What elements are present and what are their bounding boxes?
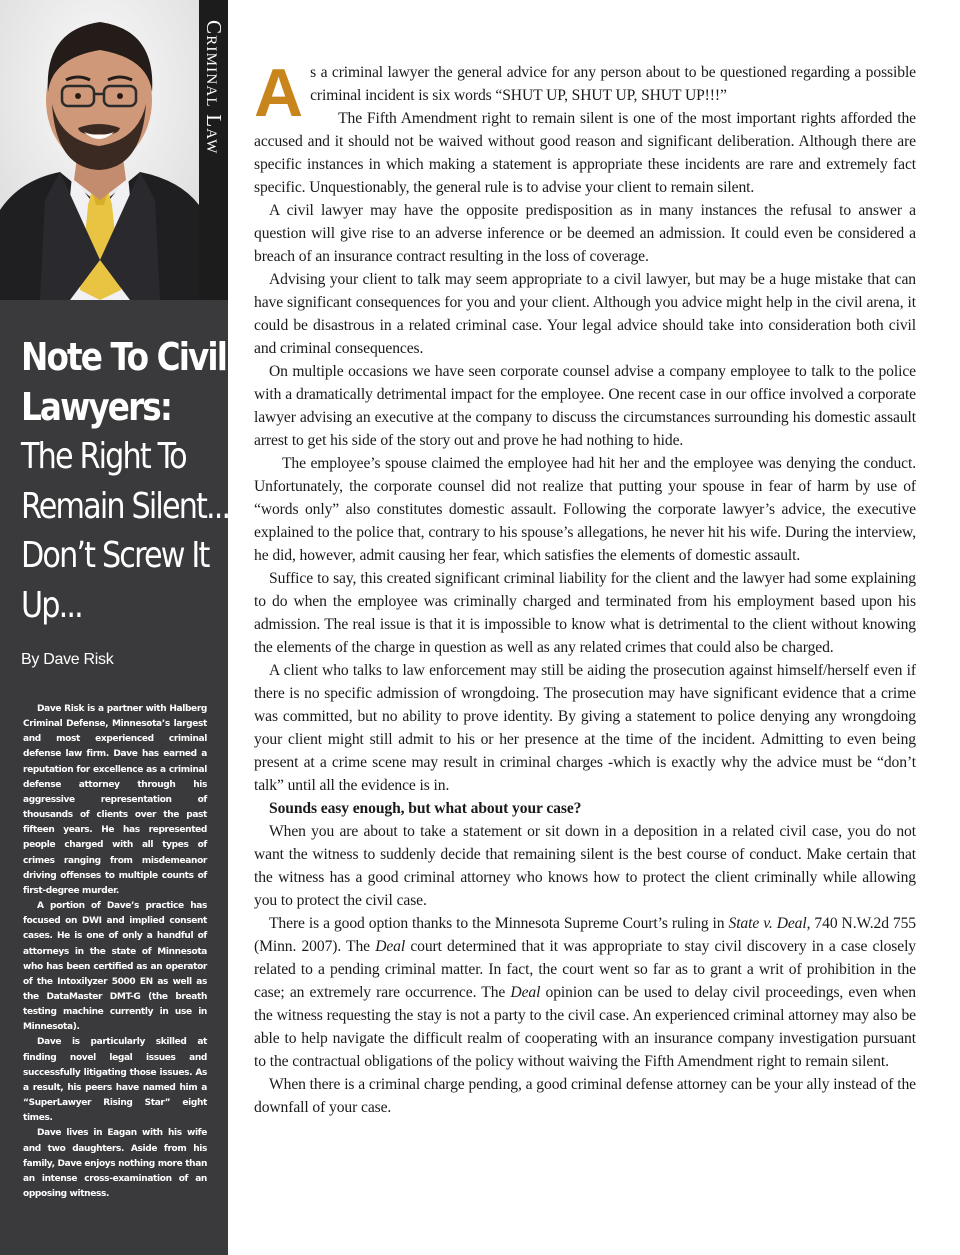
drop-cap: A: [254, 55, 303, 131]
title-line: Lawyers:: [21, 385, 172, 429]
author-byline: By Dave Risk: [21, 651, 114, 668]
author-photo: [0, 0, 199, 300]
section-strip: [199, 0, 228, 300]
author-sidebar: [0, 0, 228, 1255]
article-paragraph: On multiple occasions we have seen corporate counsel advise a company employee to talk to the police with a dramatically detrimental impact for the employee. One recent case in our office involved a corporate lawyer advising an executive at the company to discuss the circumstances surrounding his domestic assault arrest to get his side of the story out and prove he had nothing to hide.: [254, 363, 916, 449]
article-paragraph: The Fifth Amendment right to remain silent is one of the most important rights afforded the accused and it should not be waived without good reason and significant deliberation. Although there are specific instances in which making a statement is appropriate these incidents are rare and extremely fact specific. Unquestionably, the general rule is to advise your client to remain silent.: [254, 110, 916, 196]
article-paragraph: The employee’s spouse claimed the employee had hit her and the employee was denying the conduct. Unfortunately, the corporate counsel did not realize that putting your spouse in fear of harm by use of “words only” also constitutes domestic assault. Following the corporate lawyer’s advice, the executive explained to the police that, contrary to his spouse’s allegations, he never hit his wife. During the interview, he did, however, admit causing her fear, which satisfies the elements of domestic assault.: [254, 455, 916, 564]
paragraph-text: s a criminal lawyer the general advice for any person about to be questioned regarding a possible criminal incident is six words “SHUT UP, SHUT UP, SHUT UP!!!”: [310, 64, 916, 104]
subtitle-line: The Right To: [21, 436, 186, 477]
case-name: Deal: [510, 984, 541, 1001]
bio-paragraph: Dave is particularly skilled at finding novel legal issues and successfully litigating those issues. As a result, his peers have named him a “SuperLawyer Rising Star” eight times.: [23, 1037, 207, 1124]
article-subheading: Sounds easy enough, but what about your case?: [269, 800, 582, 817]
article-paragraph: [254, 55, 916, 131]
article-paragraph: [254, 912, 916, 1073]
article-paragraph: A civil lawyer may have the opposite predisposition as in many instances the refusal to answer a question will give rise to an adverse inference or be deemed an admission. It could even be considered a breach of an insurance contract resulting in the loss of coverage.: [254, 202, 916, 265]
article-title: [21, 332, 227, 432]
paragraph-text: court determined that it was appropriate to stay civil discovery in a case closely related to a pending criminal matter. In fact, the court went so far as to grant a writ of prohibition in the case; an extremely rare occurrence. The: [254, 938, 916, 1001]
article-subtitle: [21, 432, 230, 630]
bio-paragraph: Dave lives in Eagan with his wife and two daughters. Aside from his family, Dave enjoys nothing more than an intense cross-examination of an opposing witness.: [23, 1128, 207, 1199]
section-label: Criminal Law: [202, 20, 226, 155]
title-line: Note To Civil: [21, 335, 227, 379]
article-paragraph: Suffice to say, this created significant criminal liability for the client and the lawyer had some explaining to do when the employee was criminally charged and terminated from his employment based upon his admission. The real issue is that it is impossible to know what is detrimental to the client without knowing the elements of the charge in question as well as any related crimes that could also be charged.: [254, 570, 916, 656]
article-paragraph: A client who talks to law enforcement may still be aiding the prosecution against himself/herself even if there is no specific admission of wrongdoing. The prosecution may have significant evidence that a crime was committed, but no ability to prove identity. By giving a statement to police denying any wrongdoing your client might still admit to his or her presence at the time of the incident. Admitting to even being present at a crime scene may result in criminal charges -which is exactly why the advice must be “don’t talk” until all the evidence is in.: [254, 662, 916, 794]
paragraph-text: , 740 N.W.2d 755 (Minn. 2007). The: [254, 915, 916, 955]
bio-paragraph: Dave Risk is a partner with Halberg Criminal Defense, Minnesota’s largest and most experienced criminal defense law firm. Dave has earned a reputation for excellence as a criminal defense attorney through his aggressive representation of thousands of clients over the past fifteen years. He has represented people charged with all types of crimes ranging from misdemeanor driving offenses to multiple counts of first-degree murder.: [23, 704, 207, 896]
author-portrait-image: [0, 0, 199, 300]
paragraph-text: There is a good option thanks to the Minnesota Supreme Court’s ruling in: [269, 915, 729, 932]
article-paragraph: When there is a criminal charge pending, a good criminal defense attorney can be your ally instead of the downfall of your case.: [254, 1076, 916, 1116]
case-citation: State v. Deal: [728, 915, 807, 932]
article-body: [254, 55, 917, 1119]
author-bio: [23, 702, 207, 1202]
article-paragraph: When you are about to take a statement or sit down in a deposition in a related civil case, you do not want the witness to suddenly decide that remaining silent is the best course of conduct. Make certain that the witness has a good criminal attorney who knows how to protect the client criminally while allowing you to protect the civil case.: [254, 823, 916, 909]
bio-paragraph: A portion of Dave’s practice has focused on DWI and implied consent cases. He is one of only a handful of attorneys in the state of Minnesota who has been certified as an operator of the Intoxilyzer 5000 EN as well as the DataMaster DMT-G (the breath testing machine currently in use in Minnesota).: [23, 901, 207, 1033]
subtitle-line: Don’t Screw It: [21, 535, 209, 576]
case-name: Deal: [375, 938, 406, 955]
subtitle-line: Up...: [21, 584, 82, 626]
article-paragraph: Advising your client to talk may seem appropriate to a civil lawyer, but may be a huge mistake that can have significant consequences for you and your client. Although you advice might help in the civil arena, it could be disastrous in a related criminal case. Your legal advice should take into consideration both civil and criminal consequences.: [254, 271, 916, 357]
subtitle-line: Remain Silent...: [21, 485, 230, 527]
paragraph-text: opinion can be used to delay civil proceedings, even when the witness requesting the stay is not a party to the civil case. An experienced criminal attorney may also be able to help navigate the difficult realm of cooperating with an insurance company investigation pursuant to the contractual obligations of the policy without waiving the Fifth Amendment right to remain silent.: [254, 984, 917, 1070]
